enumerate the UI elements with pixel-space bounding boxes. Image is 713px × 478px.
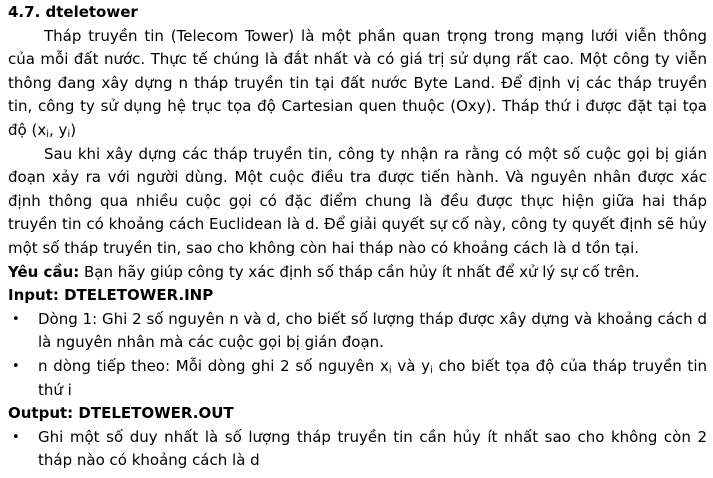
bullet-icon: • — [12, 358, 20, 374]
input-bullet-2-end: cho biết tọa độ của tháp truyền tin thứ i — [38, 356, 707, 399]
bullet-icon: • — [12, 429, 20, 445]
requirement-text: Bạn hãy giúp công ty xác định số tháp cần hủy ít nhất để xử lý sự cố trên. — [79, 262, 640, 281]
intro-paragraph-1 — [8, 25, 707, 143]
output-bullet-list — [8, 426, 707, 473]
subscript-i: i — [67, 128, 71, 140]
list-item — [8, 308, 707, 355]
list-item — [8, 355, 707, 402]
intro-paragraph-1-text: Tháp truyền tin (Telecom Tower) là một phần quan trọng trong mạng lưới viễn thông của mỗi đất nước. Thực tế chúng là đắt nhất và có giá trị sử dụng rất cao. Một công ty viễn thông đang xây dựng n tháp truyền tin tại đất nước Byte Land. Để định vị các tháp truyền tin, công ty sử dụng hệ trục tọa độ Cartesian quen thuộc (Oxy). Tháp thứ i được đặt tại tọa độ (x — [8, 26, 707, 139]
intro-paragraph-2: Sau khi xây dựng các tháp truyền tin, công ty nhận ra rằng có một số cuộc gọi bị gián đoạn xảy ra với người dùng. Một cuộc điều tra được tiến hành. Và nguyên nhân được xác định thông qua nhiều cuộc gọi có đặc điểm chung là đều được thực hiện giữa hai tháp truyền tin có khoảng cách Euclidean là d. Để giải quyết sự cố này, công ty quyết định sẽ hủy một số tháp truyền tin, sao cho không còn hai tháp nào có khoảng cách là d tồn tại. — [8, 144, 707, 257]
coord-separator: , y — [48, 120, 68, 139]
coord-close: ) — [70, 120, 77, 139]
output-heading: Output: DTELETOWER.OUT — [8, 404, 234, 423]
subscript-i: i — [388, 364, 392, 376]
requirement-label: Yêu cầu: — [8, 262, 80, 281]
subscript-i: i — [430, 364, 433, 376]
input-bullet-1-text: Dòng 1: Ghi 2 số nguyên n và d, cho biết số lượng tháp được xây dựng và khoảng cách d là nguyên nhân mà các cuộc gọi bị gián đoạn. — [38, 309, 707, 352]
section-heading: 4.7. dteletower — [8, 3, 138, 21]
input-bullet-list — [8, 308, 707, 402]
input-bullet-2-text: n dòng tiếp theo: Mỗi dòng ghi 2 số nguyên x — [38, 356, 389, 375]
requirement-line — [8, 261, 707, 285]
input-heading: Input: DTELETOWER.INP — [8, 286, 214, 305]
output-bullet-1-text: Ghi một số duy nhất là số lượng tháp truyền tin cần hủy ít nhất sao cho không còn 2 tháp nào có khoảng cách là d — [38, 427, 707, 470]
input-bullet-2-mid: và y — [391, 356, 431, 375]
list-item — [8, 426, 707, 473]
bullet-icon: • — [12, 311, 20, 327]
subscript-i: i — [46, 128, 49, 140]
